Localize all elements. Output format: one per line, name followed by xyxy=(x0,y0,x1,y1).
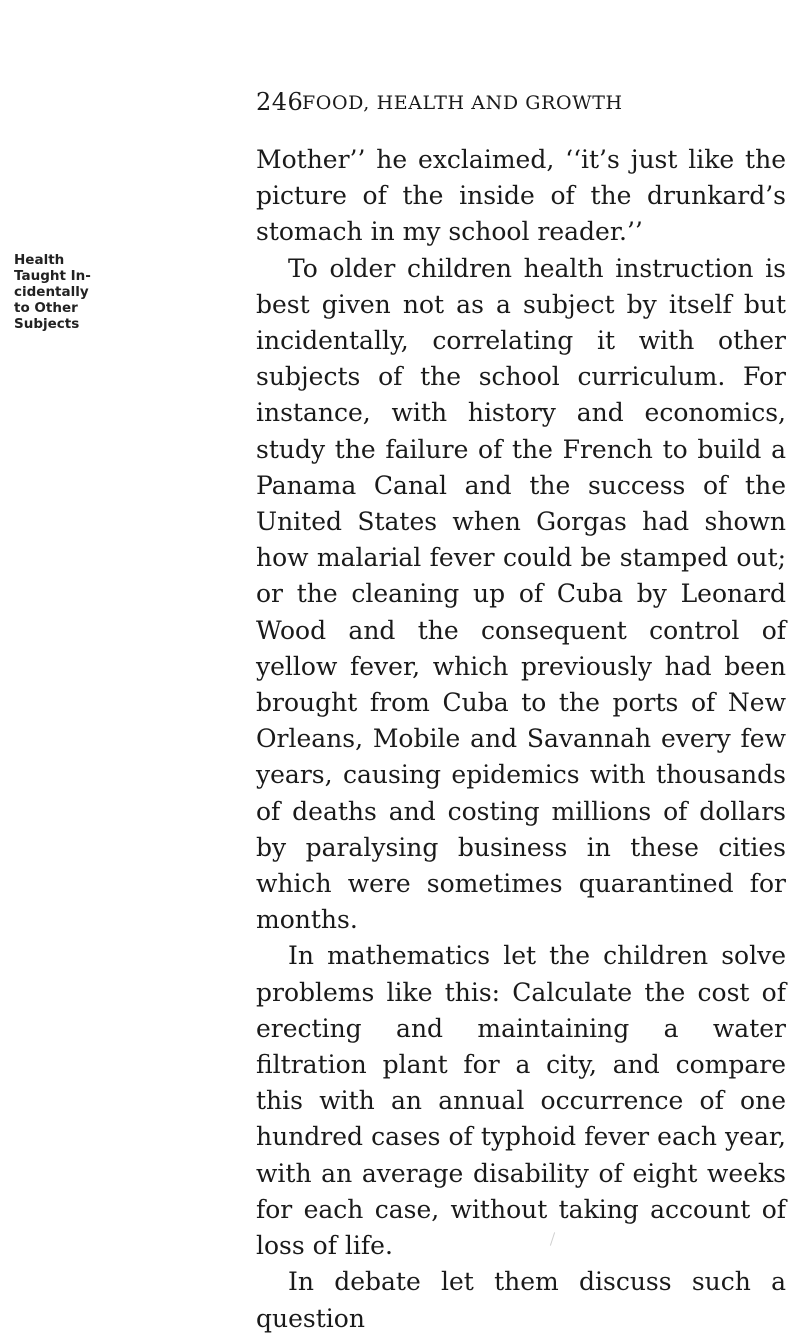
margin-note-line: Taught In- xyxy=(14,268,91,284)
body-text xyxy=(256,142,786,1337)
running-head xyxy=(256,88,776,128)
margin-note-line: Health xyxy=(14,252,65,268)
margin-note-line: cidentally xyxy=(14,284,89,300)
paragraph-continuation: Mother’’ he exclaimed, ‘‘it’s just like the picture of the inside of the drunkard’s stomach in my school reader.’’ xyxy=(256,145,786,247)
running-title: FOOD, HEALTH AND GROWTH xyxy=(302,92,623,114)
paragraph-debate: In debate let them discuss such a question xyxy=(256,1267,786,1333)
page-number: 246 xyxy=(256,88,304,116)
margin-note-line: to Other xyxy=(14,300,78,316)
paragraph-mathematics: In mathematics let the children solve problems like this: Calculate the cost of erecting and maintaining a water filtration plant for a city, and compare this with an annual occurrence of one hundred cases of typhoid fever each year, with an average disability of eight weeks for each case, without taking account of loss of life. xyxy=(256,941,786,1261)
paragraph-health-instruction: To older children health instruction is best given not as a subject by itself but incidentally, correlating it with other subjects of the school curriculum. For instance, with history and economics, study the failure of the French to build a Panama Canal and the success of the United States when Gorgas had shown how malarial fever could be stamped out; or the cleaning up of Cuba by Leonard Wood and the consequent control of yellow fever, which previously had been brought from Cuba to the ports of New Orleans, Mobile and Savannah every few years, causing epidemics with thousands of deaths and costing millions of dollars by paralysing business in these cities which were sometimes quarantined for months. xyxy=(256,253,786,935)
margin-note xyxy=(14,252,104,332)
margin-note-line: Subjects xyxy=(14,316,80,332)
